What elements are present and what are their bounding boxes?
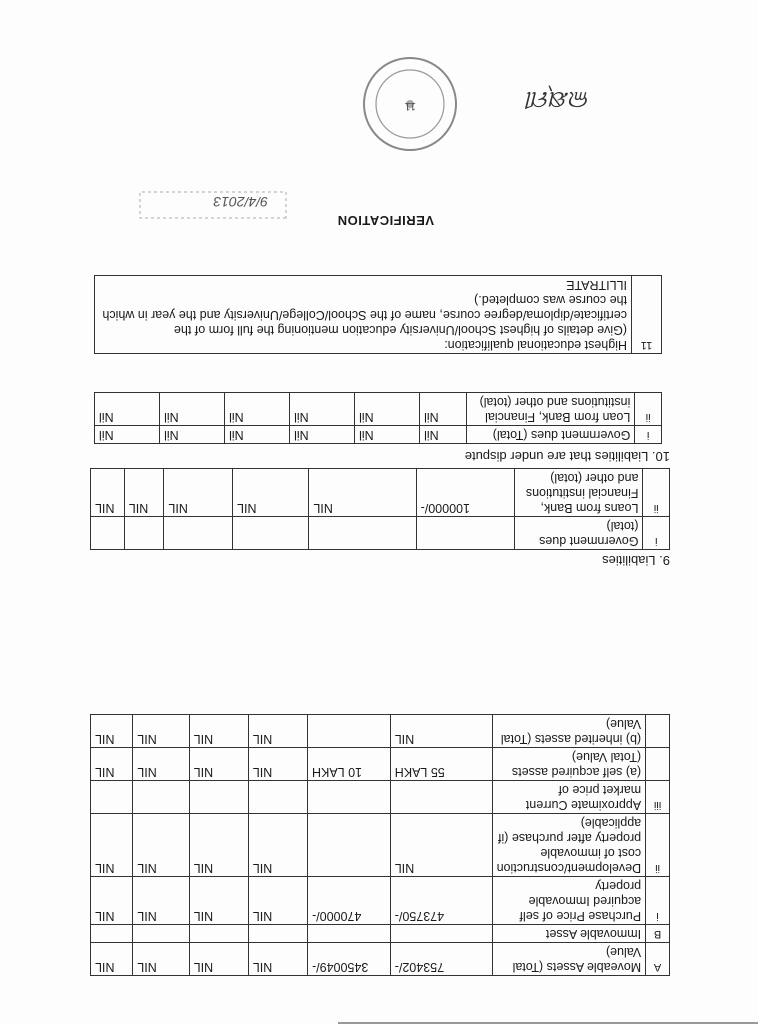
- row-serial: B: [646, 925, 670, 943]
- liabilities-table: [90, 468, 670, 550]
- row-label: Loan from Bank, Financial institutions and other (total): [467, 393, 635, 426]
- value-cell: 55 LAKH: [390, 748, 492, 781]
- row-serial: [646, 715, 670, 748]
- education-value: ILLITRATE: [566, 278, 627, 292]
- value-cell: 753402/-: [390, 943, 492, 976]
- value-cell: NIL: [189, 943, 248, 976]
- value-cell: NIL: [91, 877, 133, 925]
- row-label: (b) inherited assets (Total Value): [492, 715, 646, 748]
- value-cell: NIL: [189, 715, 248, 748]
- value-cell: [124, 517, 164, 550]
- value-cell: 473750/-: [390, 877, 492, 925]
- value-cell: NIL: [390, 814, 492, 877]
- asset-row: [91, 781, 670, 814]
- value-cell: Nil: [225, 393, 290, 426]
- education-cell: [95, 276, 632, 354]
- value-cell: [308, 925, 391, 943]
- education-table: [94, 275, 662, 354]
- value-cell: NIL: [248, 748, 307, 781]
- value-cell: NIL: [91, 943, 133, 976]
- value-cell: NIL: [91, 469, 125, 517]
- value-cell: Nil: [95, 393, 160, 426]
- row-serial: i: [643, 517, 670, 550]
- value-cell: [189, 781, 248, 814]
- stamp-date: 9/4/2013: [213, 194, 268, 210]
- value-cell: NIL: [248, 943, 307, 976]
- value-cell: Nil: [160, 393, 225, 426]
- value-cell: [308, 715, 391, 748]
- value-cell: [91, 517, 125, 550]
- value-cell: [416, 517, 515, 550]
- row-serial: i: [646, 877, 670, 925]
- asset-row: [91, 715, 670, 748]
- value-cell: [233, 517, 309, 550]
- disputed-liability-row: [95, 426, 662, 444]
- value-cell: NIL: [189, 748, 248, 781]
- value-cell: 470000/-: [308, 877, 391, 925]
- row-label: Approximate Current market price of: [492, 781, 646, 814]
- value-cell: NIL: [248, 814, 307, 877]
- value-cell: [390, 781, 492, 814]
- value-cell: [133, 925, 189, 943]
- row-serial: ii: [646, 814, 670, 877]
- value-cell: NIL: [91, 715, 133, 748]
- value-cell: [390, 925, 492, 943]
- assets-table: [90, 714, 670, 976]
- value-cell: NIL: [124, 469, 164, 517]
- signature: ଲକ୍ଷ୍ମୀ: [526, 86, 590, 114]
- row-serial: iii: [646, 781, 670, 814]
- value-cell: NIL: [133, 877, 189, 925]
- row-serial: [646, 748, 670, 781]
- value-cell: [164, 517, 233, 550]
- seal-number: 11: [404, 100, 416, 112]
- value-cell: NIL: [164, 469, 233, 517]
- row-label: Government dues (Total): [467, 426, 635, 444]
- value-cell: [91, 781, 133, 814]
- value-cell: [248, 925, 307, 943]
- row-label: (a) self acquired assets (Total Value): [492, 748, 646, 781]
- row-label: Purchase Price of self acquired Immovable property: [492, 877, 646, 925]
- value-cell: NIL: [189, 814, 248, 877]
- value-cell: NIL: [91, 748, 133, 781]
- disputed-liability-row: [95, 393, 662, 426]
- value-cell: NIL: [248, 715, 307, 748]
- asset-row: [91, 748, 670, 781]
- asset-row: [91, 814, 670, 877]
- value-cell: NIL: [133, 715, 189, 748]
- education-detail: (Give details of highest School/University education mentioning the full form of the certificate/diploma/degree course, name of the School/College/University and the year in which the course was completed.): [102, 293, 627, 337]
- value-cell: Nil: [290, 393, 355, 426]
- row-serial: ii: [643, 469, 670, 517]
- row-label: Loans from Bank, Financial institutions and other (total): [515, 469, 643, 517]
- liability-row: [91, 469, 670, 517]
- value-cell: [189, 925, 248, 943]
- row-label: Government dues (total): [515, 517, 643, 550]
- liabilities-heading: 9. Liabilities: [602, 553, 670, 568]
- value-cell: NIL: [248, 877, 307, 925]
- value-cell: [308, 781, 391, 814]
- verification-heading: VERIFICATION: [337, 213, 434, 228]
- value-cell: [133, 781, 189, 814]
- value-cell: 100000/-: [416, 469, 515, 517]
- value-cell: NIL: [189, 877, 248, 925]
- row-label: Immovable Asset: [492, 925, 646, 943]
- value-cell: Nil: [420, 393, 467, 426]
- value-cell: NIL: [309, 469, 416, 517]
- value-cell: Nil: [355, 426, 420, 444]
- value-cell: NIL: [133, 814, 189, 877]
- asset-row: [91, 877, 670, 925]
- row-serial: ii: [635, 393, 662, 426]
- asset-row: [91, 943, 670, 976]
- value-cell: 10 LAKH: [308, 748, 391, 781]
- value-cell: [309, 517, 416, 550]
- value-cell: Nil: [160, 426, 225, 444]
- value-cell: [91, 925, 133, 943]
- disputed-liabilities-table: [94, 392, 662, 444]
- value-cell: Nil: [95, 426, 160, 444]
- value-cell: Nil: [290, 426, 355, 444]
- value-cell: NIL: [133, 748, 189, 781]
- row-label: Moveable Assets (Total Value): [492, 943, 646, 976]
- value-cell: [248, 781, 307, 814]
- row-serial: A: [646, 943, 670, 976]
- row-label: Development/construction cost of immovable property after purchase (if applicable): [492, 814, 646, 877]
- value-cell: NIL: [390, 715, 492, 748]
- value-cell: Nil: [420, 426, 467, 444]
- row-serial: i: [635, 426, 662, 444]
- value-cell: 3450049/-: [308, 943, 391, 976]
- value-cell: NIL: [133, 943, 189, 976]
- education-label: Highest educational qualification:: [444, 338, 627, 352]
- value-cell: Nil: [225, 426, 290, 444]
- disputed-liabilities-heading: 10. Liabilities that are under dispute: [464, 449, 670, 464]
- value-cell: NIL: [91, 814, 133, 877]
- notary-date-stamp: [138, 184, 288, 224]
- value-cell: NIL: [233, 469, 309, 517]
- notary-seal: [360, 44, 460, 164]
- value-cell: [308, 814, 391, 877]
- liability-row: [91, 517, 670, 550]
- asset-row: [91, 925, 670, 943]
- value-cell: Nil: [355, 393, 420, 426]
- education-sn: 11: [632, 276, 662, 354]
- education-row: [95, 276, 662, 354]
